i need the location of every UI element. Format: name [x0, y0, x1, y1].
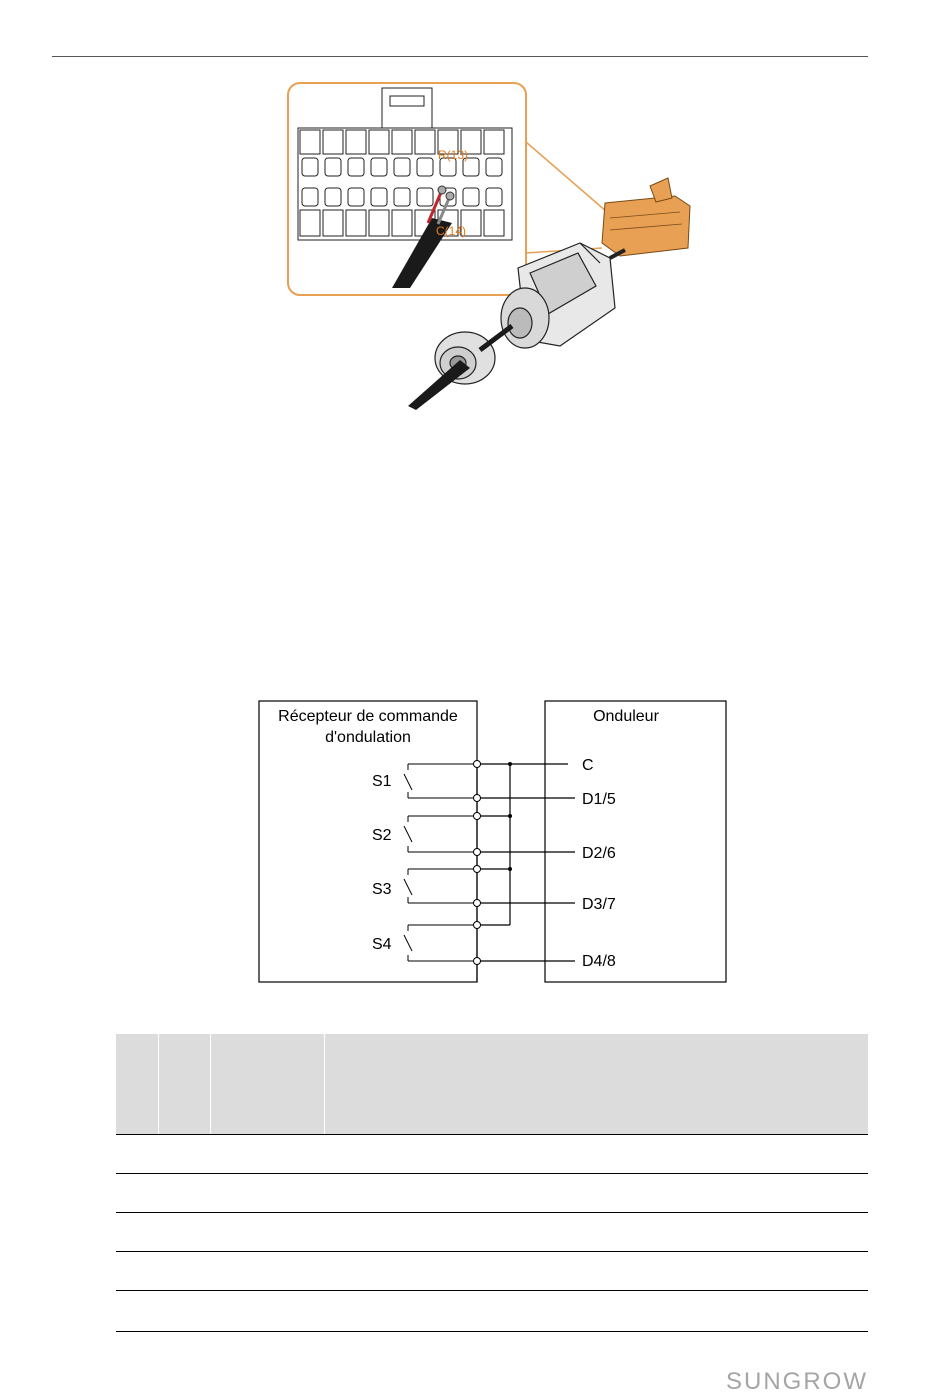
signal-table [116, 1034, 868, 1332]
table-header-cell [116, 1034, 158, 1135]
connector-figure [280, 78, 710, 413]
table-row [116, 1213, 868, 1252]
switch-s3-label: S3 [372, 881, 392, 898]
switch-s1-label: S1 [372, 773, 392, 790]
inverter-box [545, 701, 726, 982]
table-row [116, 1174, 868, 1213]
terminal-d1-5: D1/5 [582, 791, 616, 808]
terminal-d4-8: D4/8 [582, 953, 616, 970]
terminal-d2-6: D2/6 [582, 845, 616, 862]
receiver-title-line1: Récepteur de commande [278, 708, 458, 725]
terminal-c: C [582, 757, 594, 774]
table-row [116, 1135, 868, 1174]
wiring-lines [477, 764, 575, 982]
orange-plug [602, 178, 690, 256]
table-header-cell [324, 1034, 868, 1135]
receiver-title-line2: d'ondulation [325, 729, 411, 746]
table-row [116, 1252, 868, 1291]
switch-s2-label: S2 [372, 827, 392, 844]
label-r13: R(13) [438, 148, 469, 162]
table-header-cell [210, 1034, 324, 1135]
label-c14: C(14) [436, 224, 467, 238]
switch-s4-label: S4 [372, 936, 392, 953]
wiring-diagram [256, 698, 730, 988]
inverter-title: Onduleur [593, 708, 659, 725]
table-row [116, 1291, 868, 1332]
header-rule [52, 56, 868, 57]
table-header-row [116, 1034, 868, 1135]
terminal-d3-7: D3/7 [582, 896, 616, 913]
switch-group [404, 764, 477, 961]
brand-logo: SUNGROW [726, 1368, 868, 1395]
table-header-cell [158, 1034, 210, 1135]
